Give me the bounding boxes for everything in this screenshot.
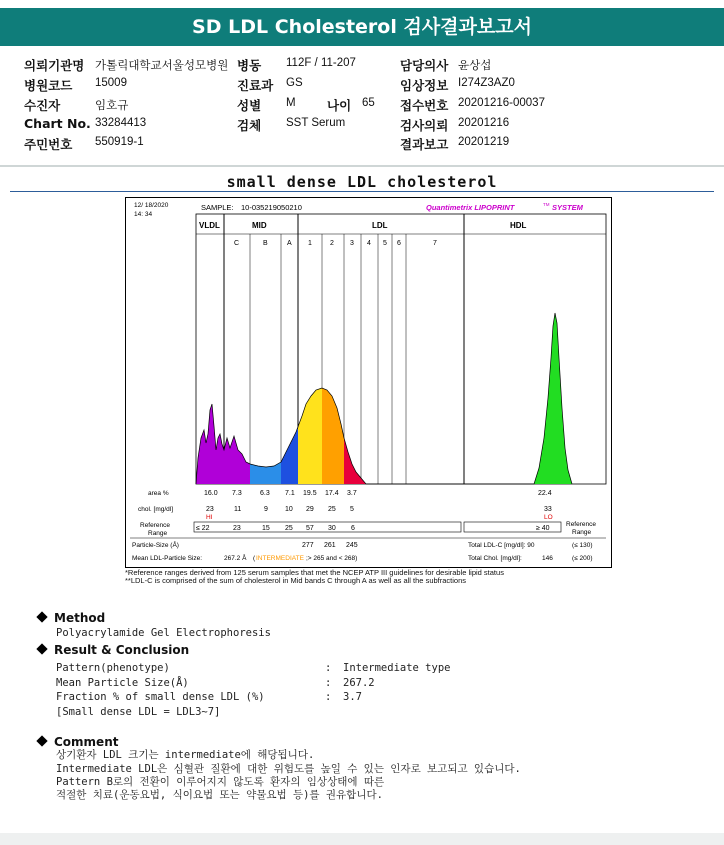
particle-3: 245: [346, 542, 358, 549]
requester-value: 가톨릭대학교서울성모병원: [95, 60, 229, 72]
chol-b: 9: [264, 506, 268, 513]
department-label: 진료과: [237, 78, 274, 93]
chart-no-label: Chart No.: [24, 116, 91, 131]
ref-a: 25: [285, 525, 293, 532]
vldl-hi-flag: HI: [206, 514, 213, 521]
mean-size-value: 267.2 Å: [224, 555, 247, 562]
ward-label: 병동: [237, 58, 262, 73]
lipoprint-report: [125, 197, 612, 568]
footnote-2: **LDL-C is comprised of the sum of cholesterol in Mid bands C through A as well as all the subfractions: [125, 576, 467, 585]
clinical-info-value: I274Z3AZ0: [458, 77, 515, 89]
brand-system: SYSTEM: [552, 203, 583, 212]
total-chol-label: Total Chol. [mg/dl]:: [468, 555, 522, 562]
band-1: 1: [308, 240, 312, 247]
chol-vldl: 23: [206, 506, 214, 513]
total-ldl-ref: (≤ 130): [572, 542, 593, 549]
ldl-header: LDL: [372, 221, 388, 230]
area-row-label: area %: [148, 490, 169, 497]
ref-row-label: Reference: [140, 522, 170, 529]
chart-title: small dense LDL cholesterol: [226, 173, 498, 191]
chol-values: [206, 506, 553, 521]
ldl-1-peak: [298, 388, 322, 484]
comment-line-3: Pattern B로의 전환이 이루어지지 않도록 환자의 임상상태에 따른: [56, 776, 385, 788]
sdldl-note: [Small dense LDL = LDL3~7]: [56, 706, 221, 718]
brand-tm: TM: [543, 202, 550, 207]
report-time: 14: 34: [134, 211, 153, 218]
ref-right-label-2: Range: [572, 529, 592, 536]
comment-line-1: 상기환자 LDL 크기는 intermediate에 해당됩니다.: [56, 749, 315, 761]
request-date-label: 검사의뢰: [400, 118, 449, 133]
band-4: 4: [367, 240, 371, 247]
report-date-label: 결과보고: [400, 137, 449, 152]
lipoprint-svg: [126, 198, 611, 567]
curve-outline: [196, 313, 572, 484]
area-b: 6.3: [260, 490, 270, 497]
id-label: 주민번호: [24, 137, 73, 152]
chol-c: 11: [234, 506, 242, 513]
band-3: 3: [350, 240, 354, 247]
total-chol-value: 146: [542, 555, 553, 562]
mean-paren: (: [253, 555, 256, 562]
ward-value: 112F / 11-207: [286, 57, 356, 69]
ref-row-label-2: Range: [148, 530, 168, 537]
particle-size-label: Particle-Size (Å): [132, 542, 179, 549]
sdldl-fraction-value: 3.7: [343, 691, 362, 703]
chart-no-value: 33284413: [95, 117, 147, 129]
result-heading: [38, 643, 638, 657]
ldl-3-peak: [344, 438, 366, 484]
patient-label: 수진자: [24, 98, 61, 113]
band-c: C: [234, 240, 240, 247]
chol-a: 10: [285, 506, 293, 513]
sdldl-fraction-label: Fraction % of small dense LDL (%): [56, 691, 265, 703]
requester-label: 의뢰기관명: [24, 58, 85, 73]
report-date: 12/ 18/2020: [134, 202, 169, 209]
band-2: 2: [330, 240, 334, 247]
band-a: A: [287, 240, 292, 247]
ldl-2-peak: [322, 388, 344, 484]
ref-c: 23: [233, 525, 241, 532]
doctor-value: 윤상섭: [458, 60, 492, 72]
department-value: GS: [286, 77, 303, 89]
age-value: 65: [362, 97, 375, 109]
ref-right-label: Reference: [566, 521, 596, 528]
area-1: 19.5: [303, 490, 317, 497]
age-label: 나이: [327, 98, 352, 113]
doctor-label: 담당의사: [400, 58, 449, 73]
mid-a-peak: [281, 428, 298, 484]
area-2: 17.4: [325, 490, 339, 497]
hospital-code-value: 15009: [95, 77, 127, 89]
ref-1: 57: [306, 525, 314, 532]
sample-id: 10-035219050210: [241, 203, 302, 212]
hdl-lo-flag: LO: [544, 514, 553, 521]
specimen-value: SST Serum: [286, 117, 346, 129]
total-chol-ref: (≤ 200): [572, 555, 593, 562]
pattern-label: Pattern(phenotype): [56, 662, 170, 674]
diamond-bullet-icon: [36, 611, 47, 622]
ref-values: [196, 525, 550, 532]
patient-info: [0, 54, 724, 164]
patient-value: 임호규: [95, 100, 129, 112]
ref-3: 6: [351, 525, 355, 532]
pattern-value: Intermediate type: [343, 662, 451, 674]
comment-line-2: Intermediate LDL은 심혈관 질환에 대한 위험도를 높일 수 있는 인자로 보고되고 있습니다.: [56, 763, 521, 775]
method-text: Polyacrylamide Gel Electrophoresis: [56, 627, 271, 639]
particle-2: 261: [324, 542, 336, 549]
area-a: 7.1: [285, 490, 295, 497]
method-heading-text: Method: [54, 611, 106, 625]
comment-heading-text: Comment: [54, 735, 119, 749]
mid-header: MID: [252, 221, 267, 230]
comment-section: [38, 735, 678, 805]
hospital-code-label: 병원코드: [24, 78, 73, 93]
mean-pattern: INTERMEDIATE: [256, 555, 304, 562]
comment-line-4: 적절한 치료(운동요법, 식이요법 또는 약물요법 등)를 권유합니다.: [56, 789, 383, 801]
chol-2: 25: [328, 506, 336, 513]
sample-label: SAMPLE:: [201, 203, 234, 212]
diamond-bullet-icon: [36, 735, 47, 746]
method-section: [38, 611, 271, 639]
total-ldl: Total LDL-C [mg/dl]: 90: [468, 542, 535, 549]
results-table: [130, 490, 606, 562]
sdldl-fraction-colon: :: [325, 691, 332, 703]
particle-1: 277: [302, 542, 314, 549]
vldl-header: VLDL: [199, 221, 220, 230]
clinical-info-label: 임상정보: [400, 78, 449, 93]
sex-label: 성별: [237, 98, 262, 113]
area-3: 3.7: [347, 490, 357, 497]
band-6: 6: [397, 240, 401, 247]
accession-value: 20201216-00037: [458, 97, 545, 109]
area-hdl: 22.4: [538, 490, 552, 497]
ref-2: 30: [328, 525, 336, 532]
ref-hdl: ≥ 40: [536, 525, 550, 532]
report-title: SD LDL Cholesterol 검사결과보고서: [0, 8, 724, 46]
diamond-bullet-icon: [36, 643, 47, 654]
particle-size-result-value: 267.2: [343, 677, 375, 689]
area-c: 7.3: [232, 490, 242, 497]
method-heading: [38, 611, 271, 625]
mean-ranges: ;> 265 and < 268): [306, 555, 358, 562]
ref-vldl: ≤ 22: [196, 525, 210, 532]
chol-1: 29: [306, 506, 314, 513]
title-rule: [10, 191, 714, 192]
chol-3: 5: [350, 506, 354, 513]
bottom-bar: [0, 833, 724, 845]
particle-size-colon: :: [325, 677, 332, 689]
electrophoresis-curve: [196, 313, 572, 484]
sex-value: M: [286, 97, 296, 109]
band-5: 5: [383, 240, 387, 247]
accession-label: 접수번호: [400, 98, 449, 113]
request-date-value: 20201216: [458, 117, 510, 129]
hdl-header: HDL: [510, 221, 527, 230]
specimen-label: 검체: [237, 118, 262, 133]
brand-name: Quantimetrix LIPOPRINT: [426, 203, 515, 212]
result-section: [38, 643, 638, 723]
particle-size-result-label: Mean Particle Size(Å): [56, 677, 189, 689]
band-labels: [234, 240, 437, 247]
chol-hdl: 33: [544, 506, 552, 513]
band-b: B: [263, 240, 268, 247]
area-vldl: 16.0: [204, 490, 218, 497]
footnote-1: *Reference ranges derived from 125 serum samples that met the NCEP ATP III guidelines for desirable lipid status: [125, 568, 504, 577]
band-7: 7: [433, 240, 437, 247]
id-value: 550919-1: [95, 136, 144, 148]
area-values: [204, 490, 552, 497]
mid-c-peak: [224, 436, 250, 484]
mean-size-label: Mean LDL-Particle Size:: [132, 555, 203, 562]
ref-b: 15: [262, 525, 270, 532]
pattern-colon: :: [325, 662, 332, 674]
report-date-value: 20201219: [458, 136, 510, 148]
result-heading-text: Result & Conclusion: [54, 643, 190, 657]
divider: [0, 165, 724, 167]
chol-row-label: chol. [mg/dl]: [138, 506, 174, 513]
